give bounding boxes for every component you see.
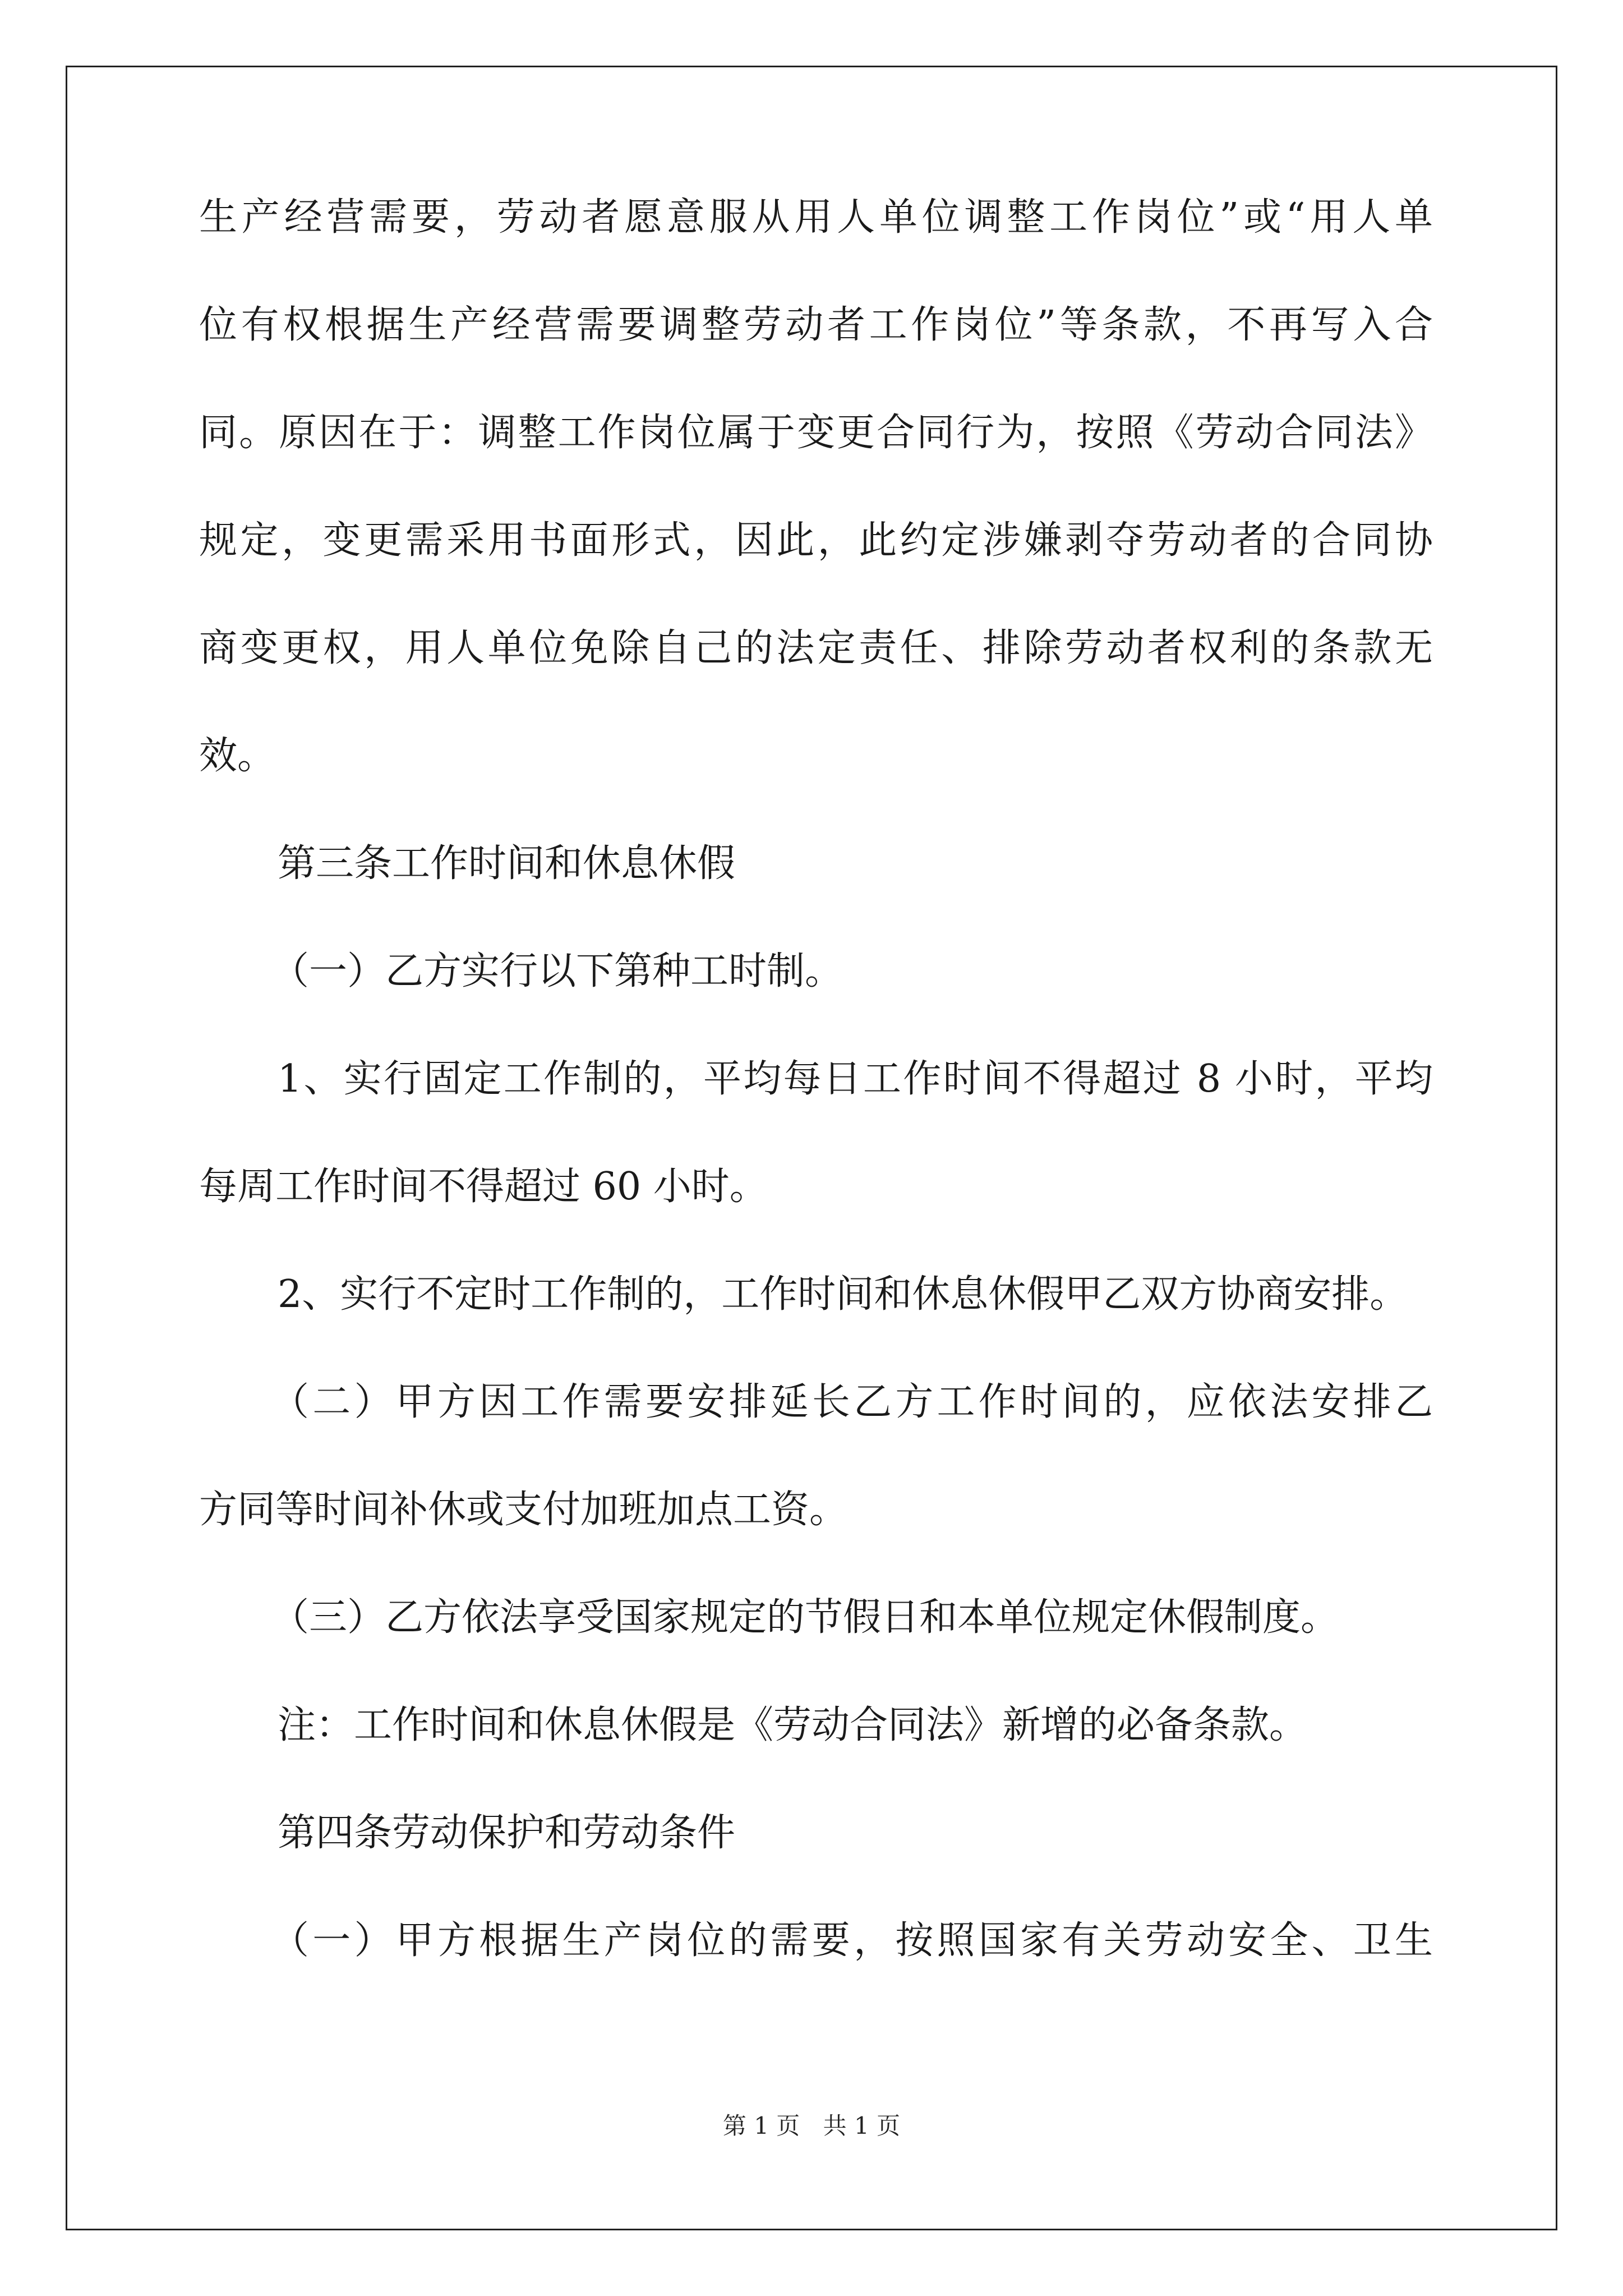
section-heading: 第三条工作时间和休息休假 <box>278 841 736 886</box>
paragraph-line: 位有权根据生产经营需要调整劳动者工作岗位”等条款，不再写入合 <box>199 303 1433 347</box>
paragraph-line: 效。 <box>199 734 276 778</box>
clause-line: 1、实行固定工作制的，平均每日工作时间不得超过 8 小时，平均 <box>278 1057 1433 1101</box>
paragraph-line: 规定，变更需采用书面形式，因此，此约定涉嫌剥夺劳动者的合同协 <box>199 518 1433 563</box>
section-heading: 第四条劳动保护和劳动条件 <box>278 1811 736 1855</box>
page-footer <box>0 2109 1623 2143</box>
clause-line: （三）乙方依法享受国家规定的节假日和本单位规定休假制度。 <box>271 1595 1339 1640</box>
clause-line: （一）甲方根据生产岗位的需要，按照国家有关劳动安全、卫生 <box>271 1918 1433 1963</box>
clause-line: 2、实行不定时工作制的，工作时间和休息休假甲乙双方协商安排。 <box>278 1272 1408 1317</box>
clause-line: 方同等时间补休或支付加班加点工资。 <box>199 1488 848 1532</box>
page-number: 第 1 页 <box>722 2112 800 2139</box>
document-body <box>199 191 1433 1968</box>
note-line: 注：工作时间和休息休假是《劳动合同法》新增的必备条款。 <box>278 1703 1308 1747</box>
clause-line: （二）甲方因工作需要安排延长乙方工作时间的，应依法安排乙 <box>271 1380 1433 1424</box>
clause-line: 每周工作时间不得超过 60 小时。 <box>199 1165 768 1209</box>
clause-line: （一）乙方实行以下第种工时制。 <box>271 949 843 993</box>
paragraph-line: 商变更权，用人单位免除自己的法定责任、排除劳动者权利的条款无 <box>199 626 1433 670</box>
paragraph-line: 同。原因在于：调整工作岗位属于变更合同行为，按照《劳动合同法》 <box>199 411 1433 455</box>
page-total: 共 1 页 <box>823 2112 901 2139</box>
paragraph-line: 生产经营需要，劳动者愿意服从用人单位调整工作岗位”或“用人单 <box>199 195 1433 240</box>
